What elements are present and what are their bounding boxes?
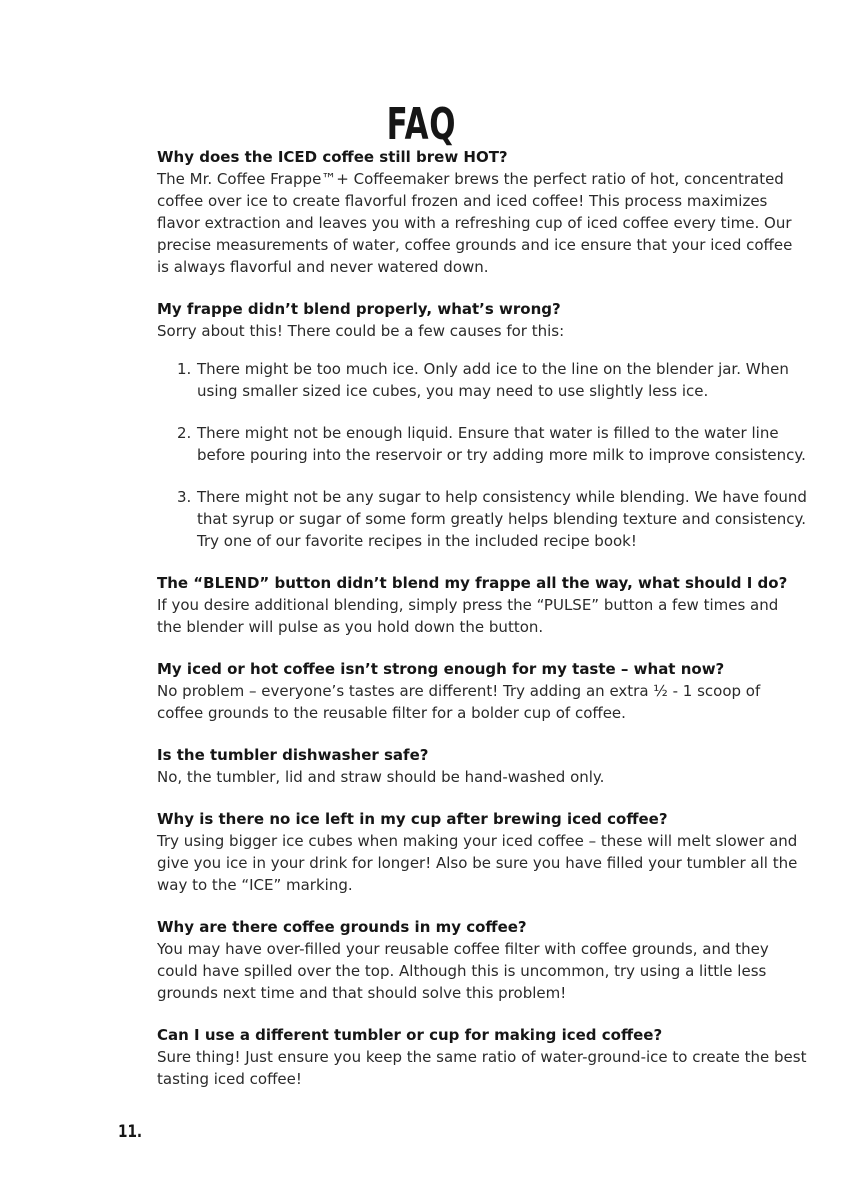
step-number: 2. (177, 424, 192, 442)
faq-item (157, 658, 807, 724)
faq-question: Can I use a different tumbler or cup for making iced coffee? (157, 1026, 663, 1044)
faq-question: The “BLEND” button didn’t blend my frappe all the way, what should I do? (157, 574, 788, 592)
troubleshooting-steps (157, 358, 807, 552)
faq-item (157, 146, 807, 278)
faq-item (157, 572, 807, 638)
faq-item (157, 1024, 807, 1090)
faq-answer: The Mr. Coffee Frappe™+ Coffeemaker brews the perfect ratio of hot, concentrated coffee over ice to create flavorful frozen and iced coffee! This process maximizes flavor extraction and leaves you with a refreshing cup of iced coffee every time. Our precise measurements of water, coffee grounds and ice ensure that your iced coffee is always flavorful and never watered down. (157, 170, 793, 276)
faq-item (157, 808, 807, 896)
step-text: There might not be any sugar to help consistency while blending. We have found that syrup or sugar of some form greatly helps blending texture and consistency. Try one of our favorite recipes in the included recipe book! (197, 488, 807, 550)
faq-item (157, 298, 807, 552)
faq-answer: Sorry about this! There could be a few causes for this: (157, 322, 565, 340)
faq-answer: Sure thing! Just ensure you keep the same ratio of water-ground-ice to create the best tasting iced coffee! (157, 1048, 807, 1088)
page-number: 11. (118, 1122, 143, 1142)
faq-answer: You may have over-filled your reusable coffee filter with coffee grounds, and they could have spilled over the top. Although this is uncommon, try using a little less grounds next time and that should solve this problem! (157, 940, 769, 1002)
faq-list (157, 146, 807, 1110)
step-text: There might not be enough liquid. Ensure that water is filled to the water line before pouring into the reservoir or try adding more milk to improve consistency. (197, 424, 806, 464)
faq-question: Why are there coffee grounds in my coffee? (157, 918, 527, 936)
faq-item (157, 916, 807, 1004)
troubleshooting-step (177, 486, 807, 552)
faq-answer: No, the tumbler, lid and straw should be hand-washed only. (157, 768, 605, 786)
faq-answer: If you desire additional blending, simply press the “PULSE” button a few times and the blender will pulse as you hold down the button. (157, 596, 779, 636)
faq-question: Why does the ICED coffee still brew HOT? (157, 148, 508, 166)
faq-question: Is the tumbler dishwasher safe? (157, 746, 429, 764)
step-text: There might be too much ice. Only add ice to the line on the blender jar. When using smaller sized ice cubes, you may need to use slightly less ice. (197, 360, 789, 400)
faq-question: My iced or hot coffee isn’t strong enough for my taste – what now? (157, 660, 725, 678)
faq-answer: No problem – everyone’s tastes are different! Try adding an extra ½ - 1 scoop of coffee grounds to the reusable filter for a bolder cup of coffee. (157, 682, 761, 722)
step-number: 3. (177, 488, 192, 506)
troubleshooting-step (177, 358, 807, 402)
troubleshooting-step (177, 422, 807, 466)
page-title: FAQ (386, 99, 457, 151)
faq-question: Why is there no ice left in my cup after brewing iced coffee? (157, 810, 668, 828)
faq-item (157, 744, 807, 788)
step-number: 1. (177, 360, 192, 378)
faq-answer: Try using bigger ice cubes when making your iced coffee – these will melt slower and give you ice in your drink for longer! Also be sure you have filled your tumbler all the way to the “ICE” marking. (157, 832, 798, 894)
faq-question: My frappe didn’t blend properly, what’s wrong? (157, 300, 561, 318)
